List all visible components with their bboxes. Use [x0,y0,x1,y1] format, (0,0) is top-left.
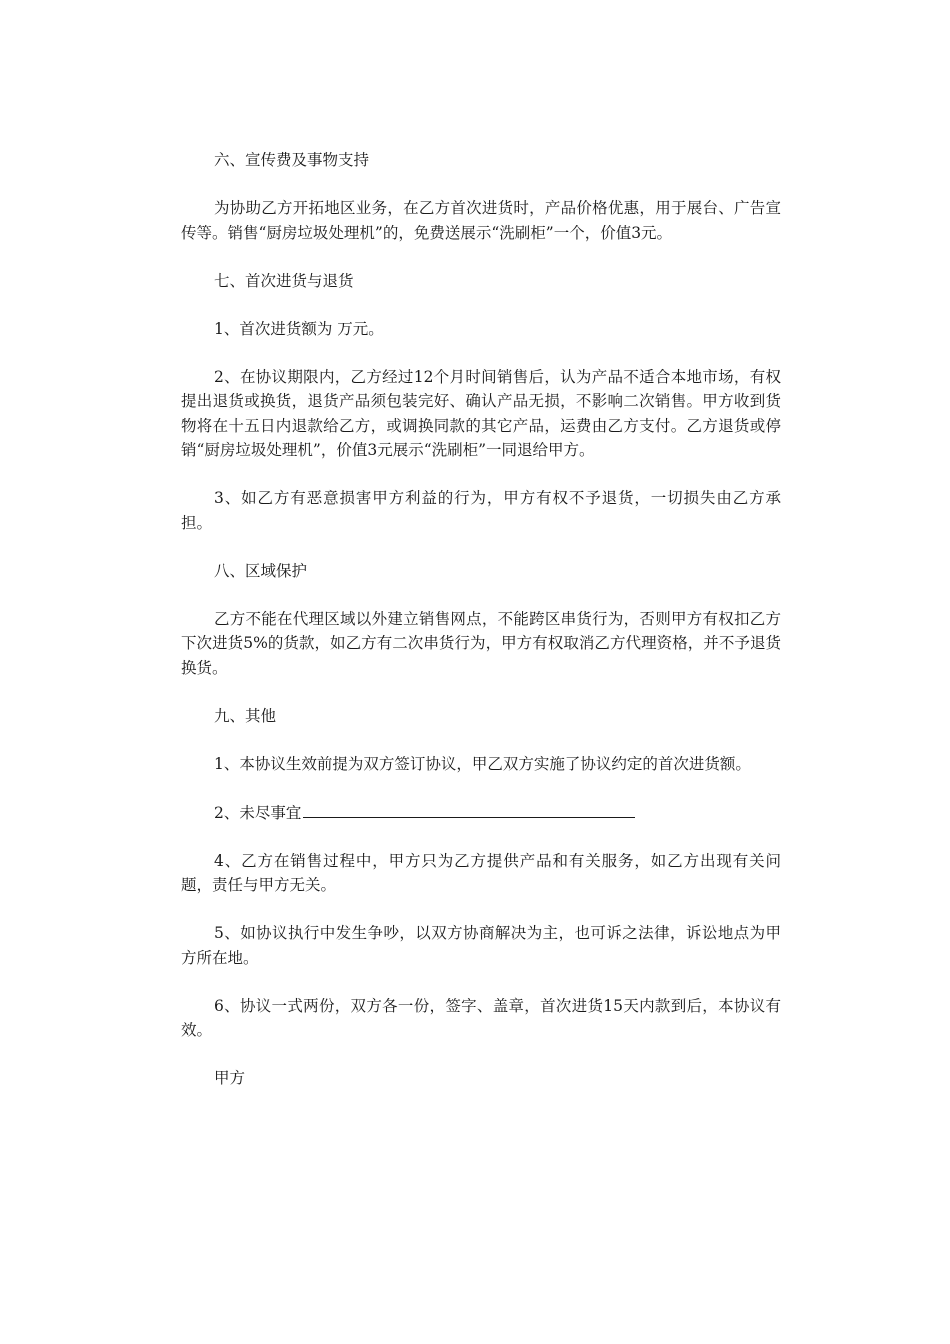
paragraph-dispute-resolution: 5、如协议执行中发生争吵，以双方协商解决为主，也可诉之法律，诉讼地点为甲方所在地。 [181,924,781,967]
paragraph-unresolved-matters [181,800,781,826]
paragraph-malicious-behavior: 3、如乙方有恶意损害甲方利益的行为，甲方有权不予退货，一切损失由乙方承担。 [181,489,781,532]
unresolved-matters-label: 2、未尽事宜 [214,803,302,822]
section-heading-first-order-returns: 七、首次进货与退货 [214,271,354,290]
paragraph-publicity-support: 为协助乙方开拓地区业务，在乙方首次进货时，产品价格优惠，用于展台、广告宣传等。销售“厨房垃圾处理机”的，免费送展示“洗刷柜”一个，价值3元。 [181,199,781,242]
section-heading-other: 九、其他 [214,706,277,725]
document-body [181,148,781,1114]
paragraph-effective-condition: 1、本协议生效前提为双方签订协议，甲乙双方实施了协议约定的首次进货额。 [214,754,751,773]
blank-fill-line [303,800,635,818]
paragraph-return-policy: 2、在协议期限内，乙方经过12个月时间销售后，认为产品不适合本地市场，有权提出退货或换货，退货产品须包装完好、确认产品无损，不影响二次销售。甲方收到货物将在十五日内退款给乙方，或调换同款的其它产品，运费由乙方支付。乙方退货或停销“厨房垃圾处理机”，价值3元展示“洗刷柜”一同退给甲方。 [181,367,781,459]
party-a-label: 甲方 [214,1069,246,1087]
paragraph-region-protection: 乙方不能在代理区域以外建立销售网点，不能跨区串货行为，否则甲方有权扣乙方下次进货5%的货款，如乙方有二次串货行为，甲方有权取消乙方代理资格，并不予退货换货。 [181,609,781,677]
paragraph-liability: 4、乙方在销售过程中，甲方只为乙方提供产品和有关服务，如乙方出现有关问题，责任与甲方无关。 [181,851,781,894]
paragraph-first-order-amount: 1、首次进货额为 万元。 [214,319,384,338]
paragraph-copies-effectiveness: 6、协议一式两份，双方各一份，签字、盖章，首次进货15天内款到后，本协议有效。 [181,996,781,1039]
section-heading-publicity: 六、宣传费及事物支持 [214,151,370,169]
section-heading-region-protection: 八、区域保护 [214,561,308,580]
